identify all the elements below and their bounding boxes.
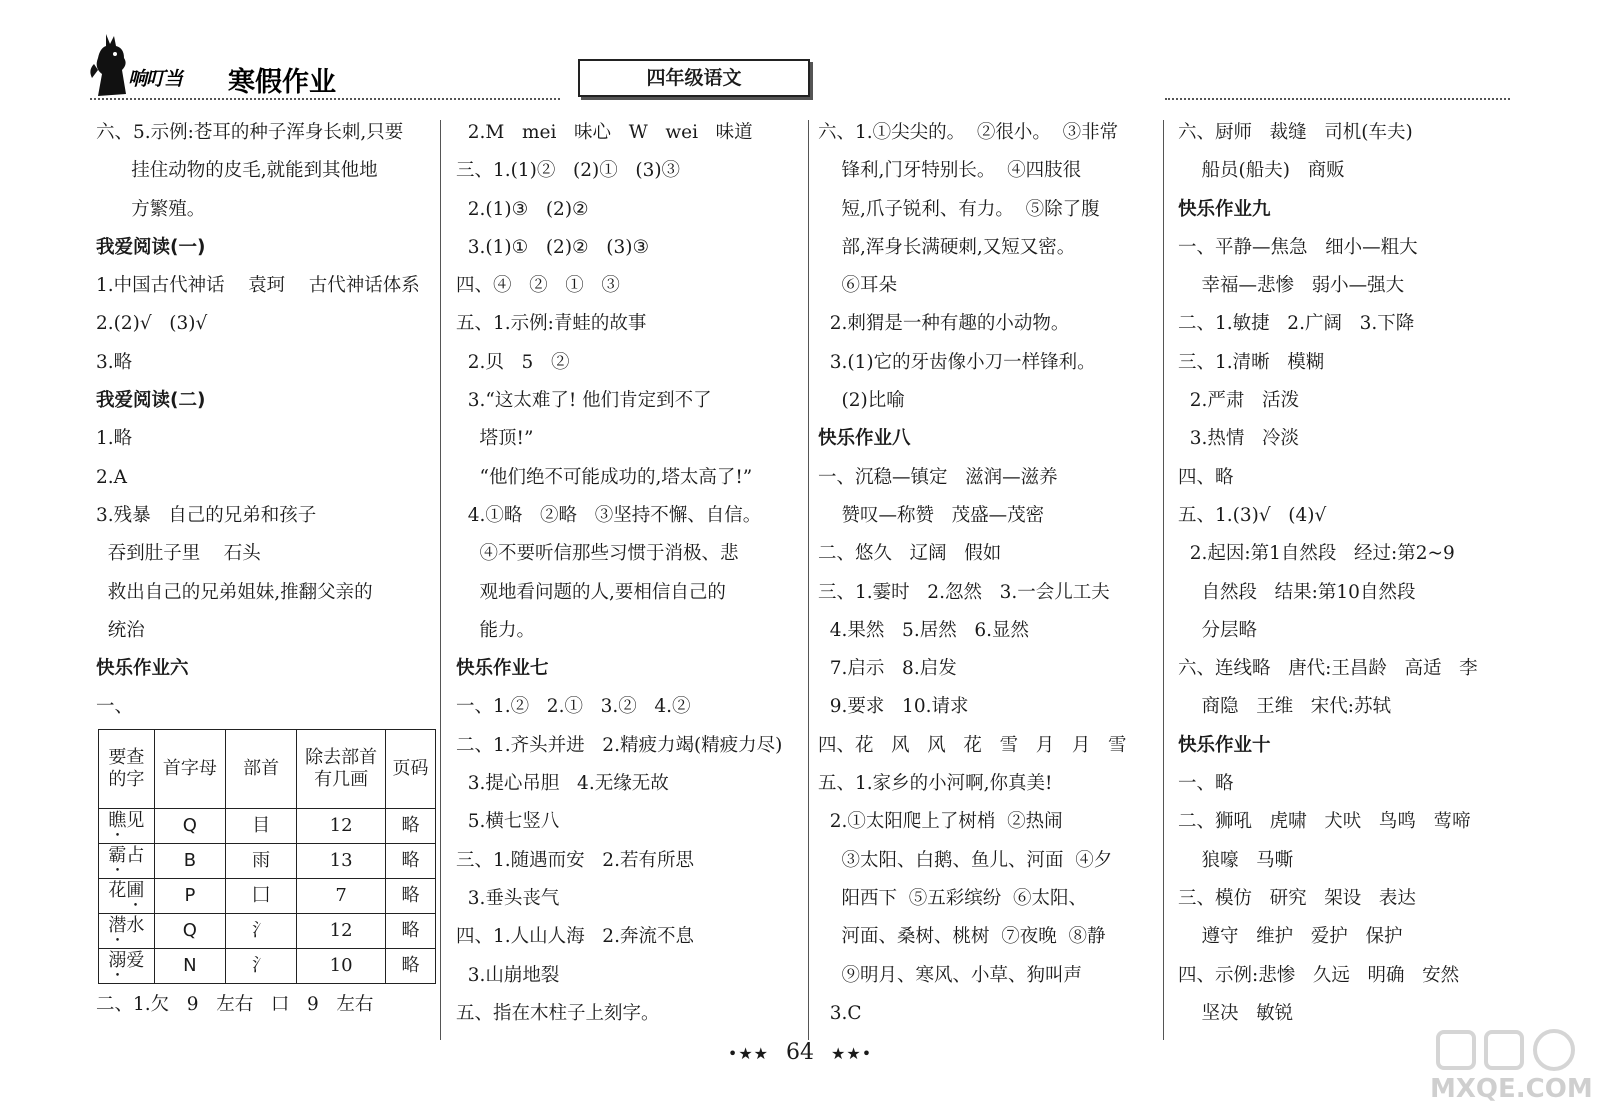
- column-header: [226, 729, 297, 808]
- answer-line: 一、沉稳—镇定 滋润—滋养: [818, 466, 1058, 488]
- table-row: [99, 948, 436, 983]
- stars-left: •★★: [727, 1044, 769, 1063]
- answer-line: 三、1.(1)② (2)① (3)③: [456, 160, 681, 182]
- cell-page: 略: [385, 808, 435, 843]
- answer-line: 赞叹—称赞 茂盛—茂密: [818, 504, 1045, 526]
- answer-line: 救出自己的兄弟姐妹,推翻父亲的: [96, 581, 373, 603]
- answer-line: 三、1.霎时 2.忽然 3.一会儿工夫: [818, 581, 1110, 603]
- cell-initial: Q: [154, 808, 225, 843]
- answer-line: 分层略: [1178, 619, 1258, 641]
- column-divider: [1163, 120, 1164, 1040]
- section-heading: 快乐作业九: [1178, 198, 1271, 220]
- column-header-line: 部首: [243, 757, 280, 779]
- answer-line: 2.①太阳爬上了树梢 ②热闹: [818, 811, 1063, 833]
- answer-line: 六、厨师 裁缝 司机(车夫): [1178, 122, 1413, 143]
- section-heading: 快乐作业十: [1178, 734, 1271, 756]
- watermark: [1430, 1026, 1593, 1111]
- answer-line: 2.M mei 味心 W wei 味道: [456, 122, 753, 143]
- cell-strokes: 7: [297, 878, 386, 913]
- answer-line: 四、④ ② ① ③: [456, 275, 620, 297]
- answer-line: 短,爪子锐利、有力。 ⑤除了腹: [818, 198, 1100, 220]
- cell-radical: 目: [226, 808, 297, 843]
- dictionary-lookup-table: [98, 729, 436, 984]
- answer-column-2: [456, 114, 801, 1033]
- grade-label: 四年级语文: [578, 59, 810, 97]
- answer-line: 四、略: [1178, 466, 1234, 488]
- answer-line: 锋利,门牙特别长。 ④四肢很: [818, 160, 1082, 182]
- answer-line: ⑥耳朵: [818, 275, 898, 297]
- answer-line: 幸福—悲惨 弱小—强大: [1178, 275, 1405, 297]
- column-header-line: 的字: [108, 768, 145, 790]
- cell-radical: 氵: [226, 913, 297, 948]
- column-header-line: 要查: [108, 746, 145, 768]
- answer-line: (2)比喻: [818, 390, 905, 412]
- answer-column-1: [96, 114, 436, 1024]
- answer-line: 2.A: [96, 466, 128, 488]
- cell-page: 略: [385, 948, 435, 983]
- answer-line: 三、模仿 研究 架设 表达: [1178, 887, 1416, 909]
- answer-line: 3.(1)① (2)② (3)③: [456, 236, 650, 258]
- cell-initial: B: [154, 843, 225, 878]
- answer-line: 六、5.示例:苍耳的种子浑身长刺,只要: [96, 122, 404, 143]
- answer-line: 2.贝 5 ②: [456, 351, 570, 373]
- column-divider: [808, 120, 809, 1040]
- answer-line: 1.略: [96, 428, 133, 450]
- answer-line: 二、悠久 辽阔 假如: [818, 543, 1002, 565]
- answer-line: 六、连线略 唐代:王昌龄 高适 李: [1178, 658, 1478, 680]
- column-header-line: 首字母: [162, 757, 217, 779]
- answer-line: 遵守 维护 爱护 保护: [1178, 926, 1403, 948]
- answer-line: 商隐 王维 宋代:苏轼: [1178, 696, 1392, 718]
- column-header-line: 页码: [392, 757, 429, 779]
- answer-line: 3.热情 冷淡: [1178, 428, 1300, 450]
- section-heading: 快乐作业六: [96, 658, 189, 680]
- answer-line: 能力。: [456, 619, 536, 641]
- answer-line: 3.略: [96, 351, 133, 373]
- answer-line: 四、示例:悲惨 久远 明确 安然: [1178, 964, 1460, 986]
- answer-line: 五、1.(3)√ (4)√: [1178, 504, 1327, 526]
- table-row: [99, 913, 436, 948]
- answer-line: ④不要听信那些习惯于消极、悲: [456, 543, 739, 565]
- page-footer: [0, 1040, 1600, 1065]
- logo-script: 响叮当: [128, 68, 183, 90]
- section-heading: 我爱阅读(二): [96, 390, 206, 412]
- answer-line: 二、狮吼 虎啸 犬吠 鸟鸣 莺啼: [1178, 811, 1471, 833]
- answer-line: 部,浑身长满硬刺,又短又密。: [818, 236, 1076, 258]
- answer-line: 4.①略 ②略 ③坚持不懈、自信。: [456, 504, 762, 526]
- answer-line: 统治: [96, 619, 145, 641]
- column-header-line: 除去部首: [305, 746, 378, 768]
- answer-column-4: [1178, 114, 1518, 1033]
- cell-strokes: 13: [297, 843, 386, 878]
- answer-line: 1.中国古代神话 袁珂 古代神话体系: [96, 275, 420, 297]
- cell-initial: N: [154, 948, 225, 983]
- cell-page: 略: [385, 913, 435, 948]
- lookup-word: 溺爱: [99, 948, 155, 983]
- column-header: [297, 729, 386, 808]
- answer-line: 4.果然 5.居然 6.显然: [818, 619, 1029, 641]
- table-row: [99, 878, 436, 913]
- answer-line: 狼嚎 马嘶: [1178, 849, 1294, 871]
- column-divider: [440, 120, 441, 1040]
- answer-line: 四、1.人山人海 2.奔流不息: [456, 926, 694, 948]
- column-header: [99, 729, 155, 808]
- section-heading: 快乐作业七: [456, 658, 549, 680]
- answer-line: 2.刺猬是一种有趣的小动物。: [818, 313, 1070, 335]
- cell-strokes: 12: [297, 808, 386, 843]
- answer-line: 9.要求 10.请求: [818, 696, 969, 718]
- answer-line: 一、: [96, 696, 134, 718]
- lookup-word: 潜水: [99, 913, 155, 948]
- answer-line: 2.(1)③ (2)②: [456, 198, 589, 220]
- answer-line: 坚决 敏锐: [1178, 1002, 1294, 1024]
- answer-line: 方繁殖。: [96, 198, 206, 220]
- answer-line: 2.严肃 活泼: [1178, 390, 1300, 412]
- header-rule-left: [90, 98, 560, 100]
- cell-page: 略: [385, 878, 435, 913]
- lookup-word: 瞧见: [99, 808, 155, 843]
- answer-line: 3.(1)它的牙齿像小刀一样锋利。: [818, 351, 1096, 373]
- cell-radical: 雨: [226, 843, 297, 878]
- table-row: [99, 843, 436, 878]
- answer-line: 五、1.家乡的小河啊,你真美!: [818, 773, 1053, 795]
- answer-line: 2.起因:第1自然段 经过:第2~9: [1178, 543, 1455, 565]
- answer-line: 3.“这太难了! 他们肯定到不了: [456, 390, 712, 412]
- answer-column-3: [818, 114, 1158, 1033]
- answer-line: 挂住动物的皮毛,就能到其他地: [96, 160, 378, 182]
- column-header-line: 有几画: [314, 768, 369, 790]
- lookup-word: 霸占: [99, 843, 155, 878]
- answer-line: 7.启示 8.启发: [818, 658, 957, 680]
- cell-initial: Q: [154, 913, 225, 948]
- lookup-word: 花圃: [99, 878, 155, 913]
- answer-line: 自然段 结果:第10自然段: [1178, 581, 1416, 603]
- section-heading: 快乐作业八: [818, 428, 911, 450]
- answer-line: 五、1.示例:青蛙的故事: [456, 313, 647, 335]
- cell-initial: P: [154, 878, 225, 913]
- table-header-row: [99, 729, 436, 808]
- answer-line: 二、1.欠 9 左右 口 9 左右: [96, 993, 374, 1015]
- answer-line: 三、1.清晰 模糊: [1178, 351, 1325, 373]
- answer-line: 一、1.② 2.① 3.② 4.②: [456, 696, 691, 718]
- cell-strokes: 10: [297, 948, 386, 983]
- column-header: [154, 729, 225, 808]
- answer-line: 2.(2)√ (3)√: [96, 313, 208, 335]
- watermark-site: MXQE.COM: [1430, 1074, 1593, 1104]
- answer-line: 四、花 风 风 花 雪 月 月 雪: [818, 734, 1127, 756]
- answer-line: 3.C: [818, 1002, 862, 1024]
- answer-line: “他们绝不可能成功的,塔太高了!”: [456, 466, 753, 488]
- logo-title: 寒假作业: [228, 67, 336, 98]
- answer-line: 观地看问题的人,要相信自己的: [456, 581, 726, 603]
- answer-line: 3.提心吊胆 4.无缘无故: [456, 773, 669, 795]
- answer-line: 3.残暴 自己的兄弟和孩子: [96, 504, 317, 526]
- cell-radical: 氵: [226, 948, 297, 983]
- cell-radical: 囗: [226, 878, 297, 913]
- page-header: [0, 0, 1600, 110]
- answer-line: ⑨明月、寒风、小草、狗叫声: [818, 964, 1083, 986]
- answer-line: 五、指在木柱子上刻字。: [456, 1002, 660, 1024]
- page-number: 64: [786, 1040, 814, 1065]
- answer-line: 5.横七竖八: [456, 811, 560, 833]
- answer-line: 二、1.齐头并进 2.精疲力竭(精疲力尽): [456, 734, 783, 756]
- section-heading: 我爱阅读(一): [96, 236, 206, 258]
- answer-line: 3.垂头丧气: [456, 887, 560, 909]
- answer-line: 二、1.敏捷 2.广阔 3.下降: [1178, 313, 1415, 335]
- answer-line: 吞到肚子里 石头: [96, 543, 261, 565]
- answer-line: 六、1.①尖尖的。 ②很小。 ③非常: [818, 122, 1119, 143]
- answer-line: 塔顶!”: [456, 428, 534, 450]
- stars-right: ★★•: [831, 1044, 873, 1063]
- answer-line: 3.山崩地裂: [456, 964, 560, 986]
- answer-line: 阳西下 ⑤五彩缤纷 ⑥太阳、: [818, 887, 1088, 909]
- cell-page: 略: [385, 843, 435, 878]
- cell-strokes: 12: [297, 913, 386, 948]
- answer-line: 船员(船夫) 商贩: [1178, 160, 1345, 182]
- table-row: [99, 808, 436, 843]
- answer-line: 一、平静—焦急 细小—粗大: [1178, 236, 1418, 258]
- answer-line: ③太阳、白鹅、鱼儿、河面 ④夕: [818, 849, 1113, 871]
- header-rule-right: [1165, 98, 1510, 100]
- watermark-logo-icon: [1430, 1026, 1590, 1076]
- answer-line: 一、略: [1178, 773, 1234, 795]
- column-header: [385, 729, 435, 808]
- answer-line: 三、1.随遇而安 2.若有所思: [456, 849, 694, 871]
- answer-line: 河面、桑树、桃树 ⑦夜晚 ⑧静: [818, 926, 1106, 948]
